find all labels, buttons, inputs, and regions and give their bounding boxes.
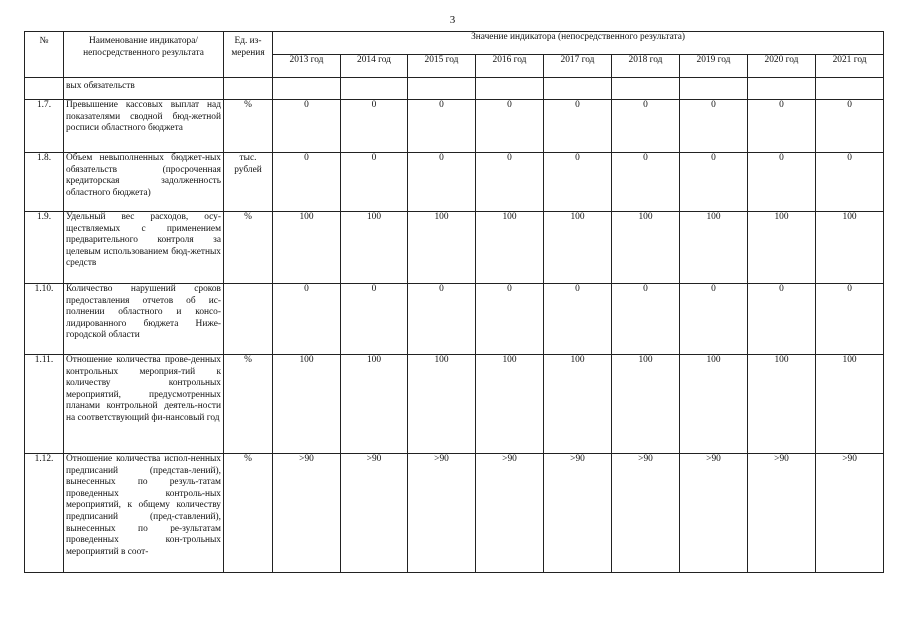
unit-of-measure: % [224,100,273,153]
indicator-value: >90 [748,454,816,573]
unit-of-measure [224,284,273,355]
unit-of-measure: % [224,454,273,573]
indicator-value: 0 [273,284,341,355]
indicator-value: 0 [612,153,680,212]
indicator-value: 100 [748,355,816,454]
indicator-value: 0 [544,153,612,212]
indicator-value: 0 [408,153,476,212]
indicator-value: 100 [544,212,612,284]
unit-of-measure: % [224,355,273,454]
indicator-value: 0 [748,153,816,212]
indicator-value: 100 [273,212,341,284]
unit-of-measure: тыс. рублей [224,153,273,212]
indicator-name: Количество нарушений сроков предоставления отчетов об ис-полнении областного и консо-лидированного бюджета Ниже-городской области [64,284,224,355]
page-number: 3 [449,14,456,26]
indicator-value: 100 [476,212,544,284]
table-row [25,212,884,284]
indicator-value: 100 [341,212,408,284]
indicator-name: Отношение количества прове-денных контрольных мероприя-тий к количеству контрольных мероприятий, предусмотренных планами контрольной деятель-ности на соответствующий фи-нансовый год [64,355,224,454]
indicator-value: 0 [408,284,476,355]
continuation-name: вых обязательств [64,78,224,100]
col-header-year: 2016 год [476,55,544,78]
continuation-no [25,78,64,100]
indicator-value: 0 [612,284,680,355]
indicator-name: Отношение количества испол-ненных предписаний (представ-лений), вынесенных по резуль-татам проведенных контроль-ных мероприятий, к общему количеству предписаний (пред-ставлений), вынесенных по ре-зультатам проведенных кон-трольных мероприятий в соот- [64,454,224,573]
indicator-value: >90 [680,454,748,573]
indicator-value: 100 [816,212,884,284]
indicator-value: 0 [680,153,748,212]
table-row [25,454,884,573]
indicator-name: Удельный вес расходов, осу-ществляемых с применением предварительного контроля за целевым использованием бюд-жетных средств [64,212,224,284]
col-header-year: 2020 год [748,55,816,78]
col-header-year: 2019 год [680,55,748,78]
indicator-value: >90 [408,454,476,573]
col-header-year: 2013 год [273,55,341,78]
col-header-value-group: Значение индикатора (непосредственного результата) [273,32,884,55]
col-header-year: 2021 год [816,55,884,78]
indicator-value: 0 [544,284,612,355]
indicator-value: >90 [544,454,612,573]
indicator-value: 0 [273,100,341,153]
indicator-value: 0 [341,284,408,355]
indicator-table [24,31,884,573]
indicator-value: 0 [476,100,544,153]
indicator-value: 0 [748,284,816,355]
indicator-value: 100 [680,212,748,284]
col-header-year: 2015 год [408,55,476,78]
col-header-name: Наименование индикатора/ непосредственного результата [64,32,224,78]
indicator-value: 0 [680,100,748,153]
col-header-year: 2017 год [544,55,612,78]
header-row-1 [25,32,884,55]
indicator-value: 100 [748,212,816,284]
col-header-year: 2014 год [341,55,408,78]
indicator-value: 100 [680,355,748,454]
col-header-unit: Ед. из-мерения [224,32,273,78]
indicator-value: 100 [273,355,341,454]
indicator-value: 0 [816,100,884,153]
col-header-year: 2018 год [612,55,680,78]
row-number: 1.10. [25,284,64,355]
row-number: 1.9. [25,212,64,284]
indicator-value: 100 [341,355,408,454]
indicator-value: >90 [341,454,408,573]
indicator-value: 0 [816,153,884,212]
indicator-name: Превышение кассовых выплат над показателями сводной бюд-жетной росписи областного бюджета [64,100,224,153]
indicator-value: >90 [612,454,680,573]
indicator-name: Объем невыполненных бюджет-ных обязательств (просроченная кредиторская задолженность областного бюджета) [64,153,224,212]
indicator-value: 0 [341,100,408,153]
table-row [25,153,884,212]
col-header-no: № [25,32,64,78]
indicator-value: 0 [341,153,408,212]
indicator-value: 0 [273,153,341,212]
indicator-value: 0 [476,153,544,212]
table-row [25,100,884,153]
indicator-value: 0 [476,284,544,355]
indicator-value: 100 [612,212,680,284]
indicator-value: 0 [680,284,748,355]
continuation-row [25,78,884,100]
table-row [25,355,884,454]
table-row [25,284,884,355]
indicator-value: 0 [612,100,680,153]
indicator-value: >90 [476,454,544,573]
indicator-value: 100 [816,355,884,454]
indicator-value: >90 [816,454,884,573]
row-number: 1.7. [25,100,64,153]
indicator-value: >90 [273,454,341,573]
indicator-value: 100 [476,355,544,454]
unit-of-measure: % [224,212,273,284]
indicator-value: 0 [544,100,612,153]
indicator-value: 100 [408,212,476,284]
indicator-value: 100 [612,355,680,454]
row-number: 1.12. [25,454,64,573]
row-number: 1.8. [25,153,64,212]
indicator-value: 100 [408,355,476,454]
indicator-value: 100 [544,355,612,454]
indicator-value: 0 [408,100,476,153]
row-number: 1.11. [25,355,64,454]
indicator-value: 0 [748,100,816,153]
indicator-value: 0 [816,284,884,355]
